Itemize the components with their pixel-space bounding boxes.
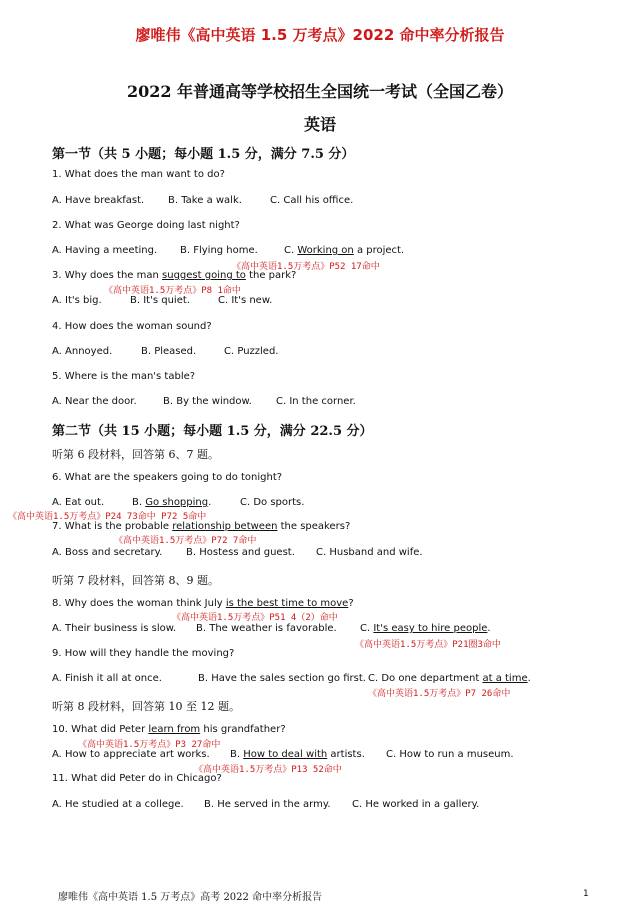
q9-option-c: C. Do one department at a time. (368, 673, 531, 684)
q9-highlight: at a time (482, 673, 528, 684)
q10-option-b: B. How to deal with artists. (230, 749, 365, 760)
hit-annotation: 《高中英语1.5万考点》P8 1命中 (104, 286, 241, 296)
q3-option-a: A. It's big. (52, 295, 102, 306)
page-number: 1 (583, 889, 589, 899)
q4-option-b: B. Pleased. (141, 346, 197, 357)
q2-highlight: Working on (297, 245, 354, 256)
hit-annotation: 《高中英语1.5万考点》P13 52命中 (194, 765, 342, 775)
question-4: 4. How does the woman sound? (52, 321, 212, 332)
question-9: 9. How will they handle the moving? (52, 648, 235, 659)
question-8: 8. Why does the woman think July is the best time to move? (52, 598, 354, 609)
q7-option-b: B. Hostess and guest. (186, 547, 295, 558)
hit-annotation: 《高中英语1.5万考点》P52 17命中 (232, 262, 380, 272)
q6-highlight: Go shopping (145, 497, 209, 508)
q7-highlight: relationship between (172, 521, 278, 532)
q8-option-a: A. Their business is slow. (52, 623, 177, 634)
question-5: 5. Where is the man's table? (52, 371, 196, 382)
q11-option-b: B. He served in the army. (204, 799, 331, 810)
question-11: 11. What did Peter do in Chicago? (52, 773, 222, 784)
question-2: 2. What was George doing last night? (52, 220, 240, 231)
q10-option-a: A. How to appreciate art works. (52, 749, 210, 760)
q5-option-c: C. In the corner. (276, 396, 356, 407)
q10-option-c: C. How to run a museum. (386, 749, 514, 760)
q2-option-a: A. Having a meeting. (52, 245, 158, 256)
q6-option-c: C. Do sports. (240, 497, 305, 508)
question-3: 3. Why does the man suggest going to the park? (52, 270, 297, 281)
q2-option-b: B. Flying home. (180, 245, 258, 256)
q1-option-b: B. Take a walk. (168, 195, 242, 206)
q2-option-c: C. Working on a project. (284, 245, 405, 256)
listening-note-3: 听第 8 段材料，回答第 10 至 12 题。 (52, 700, 240, 713)
q10-highlight: learn from (148, 724, 201, 735)
q11-option-a: A. He studied at a college. (52, 799, 184, 810)
q8-highlight: is the best time to move (225, 598, 349, 609)
hit-annotation: 《高中英语1.5万考点》P24 73命中 P72 5命中 (8, 512, 207, 522)
q9-option-b: B. Have the sales section go first. (198, 673, 366, 684)
q10-option-highlight: How to deal with (243, 749, 328, 760)
q11-option-c: C. He worked in a gallery. (352, 799, 480, 810)
hit-annotation: 《高中英语1.5万考点》P72 7命中 (114, 536, 257, 546)
q3-option-b: B. It's quiet. (130, 295, 190, 306)
q9-option-a: A. Finish it all at once. (52, 673, 162, 684)
exam-title: 2022 年普通高等学校招生全国统一考试（全国乙卷） (126, 82, 514, 101)
q8-option-b: B. The weather is favorable. (196, 623, 337, 634)
hit-annotation: 《高中英语1.5万考点》P51 4（2）命中 (172, 613, 338, 623)
question-1: 1. What does the man want to do? (52, 169, 225, 180)
hit-annotation: 《高中英语1.5万考点》P7 26命中 (368, 689, 511, 699)
q1-option-a: A. Have breakfast. (52, 195, 145, 206)
report-title: 廖唯伟《高中英语 1.5 万考点》2022 命中率分析报告 (135, 26, 505, 44)
q4-option-a: A. Annoyed. (52, 346, 113, 357)
q7-option-c: C. Husband and wife. (316, 547, 423, 558)
section-heading-2: 第二节（共 15 小题；每小题 1.5 分，满分 22.5 分） (52, 424, 373, 439)
listening-note-1: 听第 6 段材料，回答第 6、7 题。 (52, 448, 219, 461)
q7-option-a: A. Boss and secretary. (52, 547, 163, 558)
q6-option-a: A. Eat out. (52, 497, 105, 508)
question-6: 6. What are the speakers going to do tonight? (52, 472, 283, 483)
q1-option-c: C. Call his office. (270, 195, 354, 206)
q3-highlight: suggest going to (162, 270, 246, 281)
q5-option-a: A. Near the door. (52, 396, 137, 407)
hit-annotation: 《高中英语1.5万考点》P21圈3命中 (355, 640, 501, 650)
question-10: 10. What did Peter learn from his grandfather? (52, 724, 286, 735)
question-7: 7. What is the probable relationship between the speakers? (52, 521, 351, 532)
q6-option-b: B. Go shopping. (132, 497, 212, 508)
q8-option-highlight: It's easy to hire people (373, 623, 488, 634)
subject-heading: 英语 (303, 115, 336, 134)
section-heading-1: 第一节（共 5 小题；每小题 1.5 分，满分 7.5 分） (52, 147, 355, 162)
listening-note-2: 听第 7 段材料，回答第 8、9 题。 (52, 574, 219, 587)
q4-option-c: C. Puzzled. (224, 346, 279, 357)
q3-option-c: C. It's new. (218, 295, 273, 306)
q5-option-b: B. By the window. (163, 396, 252, 407)
q8-option-c: C. It's easy to hire people. (360, 623, 491, 634)
hit-annotation: 《高中英语1.5万考点》P3 27命中 (78, 740, 221, 750)
page-footer: 廖唯伟《高中英语 1.5 万考点》高考 2022 命中率分析报告 (58, 892, 323, 903)
